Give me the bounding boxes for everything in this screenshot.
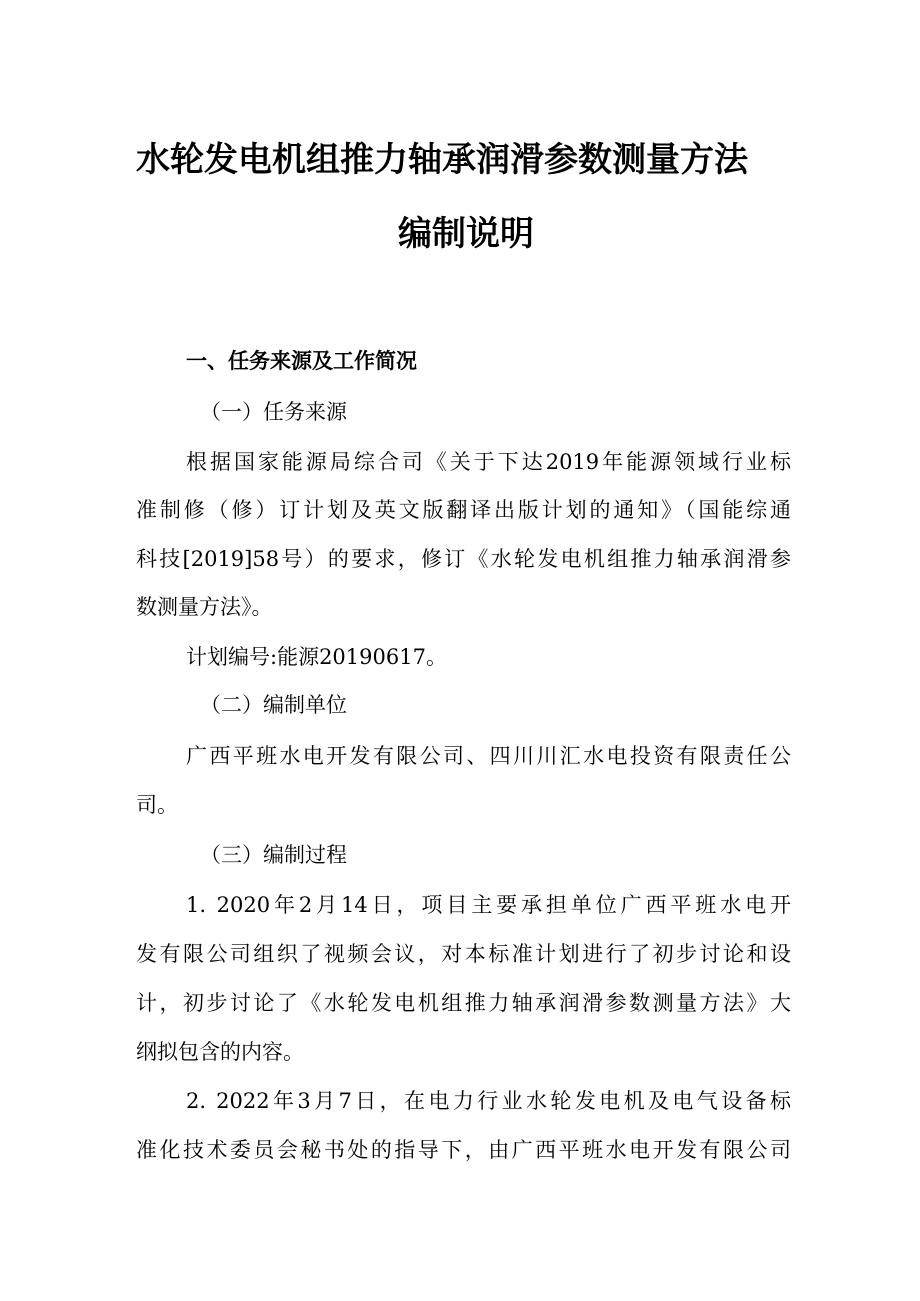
subsection-heading-compiling-units: （二）编制单位 bbox=[200, 693, 347, 717]
paragraph-line: 根据国家能源局综合司《关于下达2019年能源领域行业标 bbox=[186, 450, 791, 474]
paragraph-line: 2. 2022年3月7日，在电力行业水轮发电机及电气设备标 bbox=[186, 1089, 791, 1113]
paragraph-line: 准制修（修）订计划及英文版翻译出版计划的通知》（国能综通 bbox=[136, 498, 791, 522]
document-title: 水轮发电机组推力轴承润滑参数测量方法 bbox=[136, 140, 748, 180]
section-heading-task-source-and-work: 一、任务来源及工作简况 bbox=[186, 349, 417, 373]
paragraph-line: 纲拟包含的内容。 bbox=[136, 1040, 304, 1064]
paragraph-line: 发有限公司组织了视频会议，对本标准计划进行了初步讨论和设 bbox=[136, 942, 791, 966]
plan-number: 计划编号:能源20190617。 bbox=[186, 645, 447, 669]
paragraph-line: 广西平班水电开发有限公司、四川川汇水电投资有限责任公 bbox=[186, 744, 791, 768]
paragraph-line: 科技[2019]58号）的要求，修订《水轮发电机组推力轴承润滑参 bbox=[136, 547, 791, 571]
paragraph-line: 司。 bbox=[136, 793, 178, 817]
subsection-heading-compiling-process: （三）编制过程 bbox=[200, 843, 347, 867]
subsection-heading-task-source: （一）任务来源 bbox=[200, 400, 347, 424]
paragraph-line: 准化技术委员会秘书处的指导下，由广西平班水电开发有限公司 bbox=[136, 1138, 791, 1162]
paragraph-line: 计，初步讨论了《水轮发电机组推力轴承润滑参数测量方法》大 bbox=[136, 991, 791, 1015]
paragraph-line: 1. 2020年2月14日，项目主要承担单位广西平班水电开 bbox=[186, 893, 791, 917]
paragraph-line: 数测量方法》。 bbox=[136, 595, 273, 619]
document-subtitle: 编制说明 bbox=[398, 214, 534, 254]
